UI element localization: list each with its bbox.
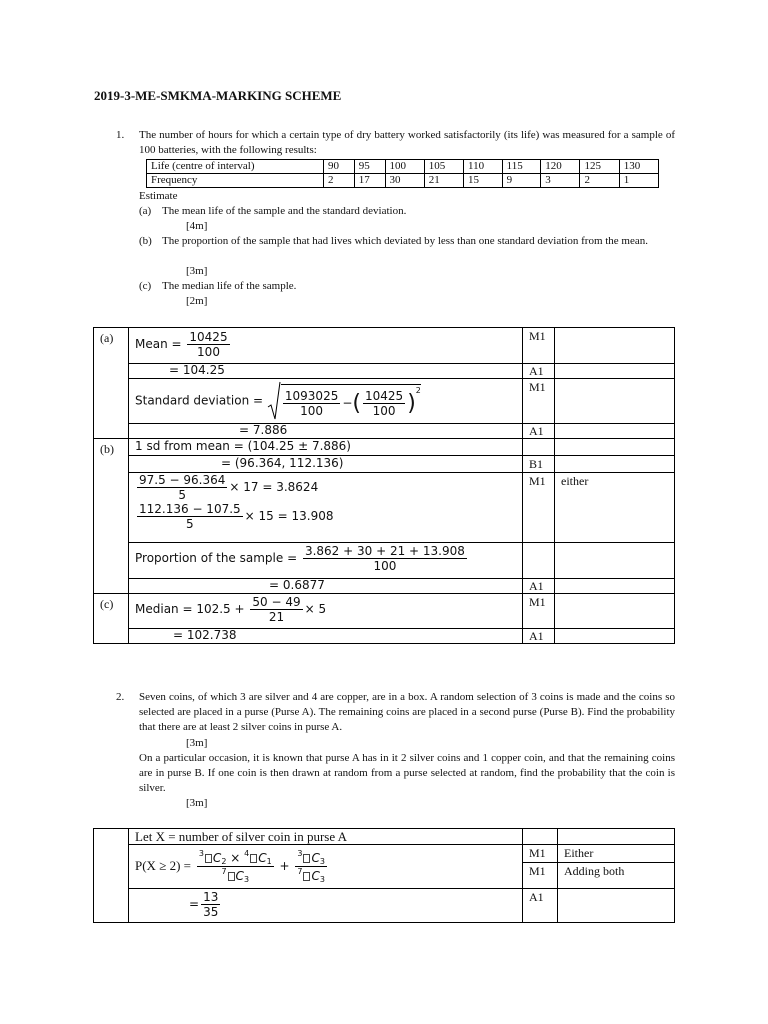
- denominator: 100: [373, 559, 397, 573]
- table-cell: 21: [424, 174, 463, 188]
- comment-cell: [555, 379, 675, 424]
- probability-formula: P(X ≥ 2) = $\frac{^3 C_2 \times ^4 C_1}{^7 C_3}$ + $\frac{^3 C_3}{^7 C_3}$: [129, 845, 523, 889]
- marking-scheme-table-1: [93, 327, 675, 644]
- median-lhs: Median = 102.5 +: [135, 602, 245, 616]
- mark-cell: A1: [523, 889, 558, 923]
- mark-cell: [523, 543, 555, 579]
- mark-cell: B1: [523, 456, 555, 473]
- table-row: [94, 543, 675, 579]
- numerator: 97.5 − 96.364: [139, 473, 226, 487]
- table-row: [94, 889, 675, 923]
- table-row: [94, 594, 675, 629]
- question-2-paragraph-2: On a particular occasion, it is known that purse A has in it 2 silver coins and 1 copper coin, and that the remaining coins are in purse B. If one coin is then drawn at random from a purse selected at random, find the probability that the coin is silver.: [139, 752, 675, 794]
- part-b-text: The proportion of the sample that had lives which deviated by less than one standard deviation from the mean.: [162, 235, 649, 247]
- proportion-value: = 0.6877: [129, 579, 523, 594]
- fraction: [295, 849, 327, 884]
- sub: 1: [266, 857, 272, 866]
- fraction: [303, 544, 467, 573]
- question-2-number: 2.: [116, 691, 125, 703]
- part-c-text: The median life of the sample.: [162, 280, 297, 292]
- fraction: [363, 389, 405, 418]
- mean-formula: [129, 328, 523, 364]
- fraction: [187, 330, 229, 359]
- sup: 4: [244, 849, 250, 858]
- mark-cell: M1: [523, 473, 555, 543]
- mean-value: = 104.25: [129, 364, 523, 379]
- mark-cell: [523, 439, 555, 456]
- mean-lhs: Mean =: [135, 337, 182, 351]
- mark-cell: M1: [523, 594, 555, 629]
- sub: 3: [243, 875, 250, 884]
- table-row: [94, 629, 675, 644]
- probability-answer: = $\frac{13}{35}$: [129, 889, 523, 923]
- placeholder-box: [228, 872, 235, 881]
- interpolation-line-2: [135, 502, 516, 531]
- table-row: [94, 579, 675, 594]
- fraction: [197, 849, 274, 884]
- table-cell: 115: [502, 160, 541, 174]
- placeholder-box: [250, 854, 257, 863]
- sub: 3: [319, 857, 325, 866]
- table-cell: 30: [385, 174, 424, 188]
- document-title: 2019-3-ME-SMKMA-MARKING SCHEME: [94, 88, 342, 103]
- question-2-marks-2: [3m]: [186, 797, 208, 809]
- placeholder-box: [303, 872, 310, 881]
- sup: 3: [297, 849, 303, 858]
- table-row: [94, 456, 675, 473]
- expression-rest: × 5: [304, 602, 327, 616]
- proportion-lhs: Proportion of the sample =: [135, 551, 298, 565]
- table-row: [94, 328, 675, 364]
- sup: 3: [198, 849, 204, 858]
- exponent: 2: [415, 386, 421, 395]
- table-cell: 1: [619, 174, 658, 188]
- numerator: 3.862 + 30 + 21 + 13.908: [304, 544, 465, 558]
- comment-cell: [555, 328, 675, 364]
- question-1-text: The number of hours for which a certain type of dry battery worked satisfactorily (its life) was measured for a sample of 100 batteries, with the following results:: [139, 129, 675, 156]
- median-value: = 102.738: [129, 629, 523, 644]
- table-row: [147, 160, 659, 174]
- probability-lhs: P(X ≥ 2) =: [135, 858, 191, 873]
- table-cell: 95: [354, 160, 385, 174]
- comment-cell: [555, 629, 675, 644]
- part-label: (a): [94, 328, 129, 439]
- question-1-number: 1.: [116, 129, 125, 141]
- table-row: [94, 424, 675, 439]
- proportion-formula: [129, 543, 523, 579]
- table-cell: 15: [464, 174, 503, 188]
- row-label: Life (centre of interval): [147, 160, 324, 174]
- median-formula: [129, 594, 523, 629]
- b-line-1: 1 sd from mean = (104.25 ± 7.886): [129, 439, 523, 456]
- table-row: [94, 439, 675, 456]
- comment-cell: Adding both: [558, 863, 675, 889]
- interpolation-line-1: [135, 473, 516, 502]
- fraction: [137, 502, 243, 531]
- table-row: [147, 174, 659, 188]
- table-row: [94, 364, 675, 379]
- comment-cell: [555, 543, 675, 579]
- comment-cell: [558, 889, 675, 923]
- table-cell: 110: [464, 160, 503, 174]
- denominator: $^7$ $C_3$: [297, 867, 325, 884]
- denominator: 21: [268, 610, 285, 624]
- fraction: [137, 473, 227, 502]
- numerator: $^3$ $C_3$: [297, 849, 325, 866]
- part-b-label: (b): [139, 235, 152, 247]
- comment-cell: [555, 594, 675, 629]
- part-c-marks: [2m]: [186, 295, 208, 307]
- let-statement: Let X = number of silver coin in purse A: [129, 829, 523, 845]
- comment-cell: [555, 456, 675, 473]
- table-row: [94, 829, 675, 845]
- numerator: 10425: [189, 330, 228, 344]
- numerator: 50 − 49: [252, 595, 301, 609]
- sub: 2: [221, 857, 227, 866]
- mark-cell: M1: [523, 328, 555, 364]
- denominator: 35: [203, 905, 219, 919]
- part-a-marks: [4m]: [186, 220, 208, 232]
- table-cell: 105: [424, 160, 463, 174]
- marking-scheme-table-2: [93, 828, 675, 923]
- question-2-marks-1: [3m]: [186, 737, 208, 749]
- comment-cell: [555, 579, 675, 594]
- table-cell: 2: [324, 174, 355, 188]
- sd-formula: [129, 379, 523, 424]
- denominator: $^7$ $C_3$: [221, 867, 250, 884]
- numerator: $^3$ $C_2 \times ^4$ $C_1$: [198, 849, 272, 866]
- mark-cell: A1: [523, 364, 555, 379]
- comment-cell: [558, 829, 675, 845]
- fraction: [201, 890, 220, 919]
- table-row: [94, 845, 675, 863]
- comment-cell: [555, 439, 675, 456]
- sup: 7: [297, 867, 303, 876]
- estimate-label: Estimate: [139, 190, 178, 202]
- part-b-marks: [3m]: [186, 265, 208, 277]
- placeholder-box: [205, 854, 212, 863]
- table-row: [94, 379, 675, 424]
- sd-value: = 7.886: [129, 424, 523, 439]
- expression-rest: × 15 = 13.908: [244, 509, 334, 523]
- comment-cell: Either: [558, 845, 675, 863]
- table-cell: 3: [541, 174, 580, 188]
- part-a-label: (a): [139, 205, 152, 217]
- table-row: [94, 473, 675, 543]
- numerator: 10425: [365, 389, 404, 403]
- sqrt-expression: $\frac{1093025}{100}$ −( $\frac{10425}{100}$ )$^2$: [267, 381, 421, 421]
- table-cell: 130: [619, 160, 658, 174]
- table-cell: 125: [580, 160, 619, 174]
- part-a-text: The mean life of the sample and the standard deviation.: [162, 205, 407, 217]
- denominator: 5: [186, 517, 194, 531]
- part-c-label: (c): [139, 280, 152, 292]
- question-2-paragraph-1: Seven coins, of which 3 are silver and 4 are copper, are in a box. A random selection of 3 coins is made and the coins so selected are placed in a purse (Purse A). The remaining coins are placed in a second purse (Purse B). Find the probability that there are at least 2 silver coins in purse A.: [139, 691, 675, 733]
- numerator: 13: [203, 890, 219, 904]
- numerator: 1093025: [284, 389, 339, 403]
- left-paren: (: [352, 391, 361, 416]
- mark-cell: M1: [523, 863, 558, 889]
- part-label: (b): [94, 439, 129, 594]
- b-line-2: = (96.364, 112.136): [129, 456, 523, 473]
- frequency-table: [146, 159, 659, 188]
- mark-cell: [523, 829, 558, 845]
- fraction: [250, 595, 302, 624]
- numerator: 112.136 − 107.5: [139, 502, 241, 516]
- interpolation-lines: [129, 473, 523, 543]
- comment-cell: [555, 424, 675, 439]
- part-label: [94, 829, 129, 923]
- row-label: Frequency: [147, 174, 324, 188]
- sqrt-icon: [267, 381, 281, 421]
- denominator: 100: [197, 345, 220, 359]
- comment-cell: [555, 364, 675, 379]
- part-label: (c): [94, 594, 129, 644]
- expression-rest: × 17 = 3.8624: [229, 480, 319, 494]
- denominator: 100: [300, 404, 324, 418]
- table-cell: 2: [580, 174, 619, 188]
- mark-cell: A1: [523, 629, 555, 644]
- sub: 3: [319, 875, 325, 884]
- mark-cell: A1: [523, 424, 555, 439]
- mark-cell: M1: [523, 379, 555, 424]
- sd-lhs: Standard deviation =: [135, 393, 264, 408]
- table-cell: 17: [354, 174, 385, 188]
- sup: 7: [221, 867, 227, 876]
- right-paren: ): [407, 391, 416, 416]
- placeholder-box: [303, 854, 310, 863]
- mark-cell: M1: [523, 845, 558, 863]
- mark-cell: A1: [523, 579, 555, 594]
- denominator: 5: [178, 488, 187, 502]
- table-cell: 100: [385, 160, 424, 174]
- denominator: 100: [372, 404, 396, 418]
- table-cell: 120: [541, 160, 580, 174]
- table-cell: 90: [324, 160, 355, 174]
- table-cell: 9: [502, 174, 541, 188]
- fraction: [283, 389, 340, 418]
- comment-cell: either: [555, 473, 675, 543]
